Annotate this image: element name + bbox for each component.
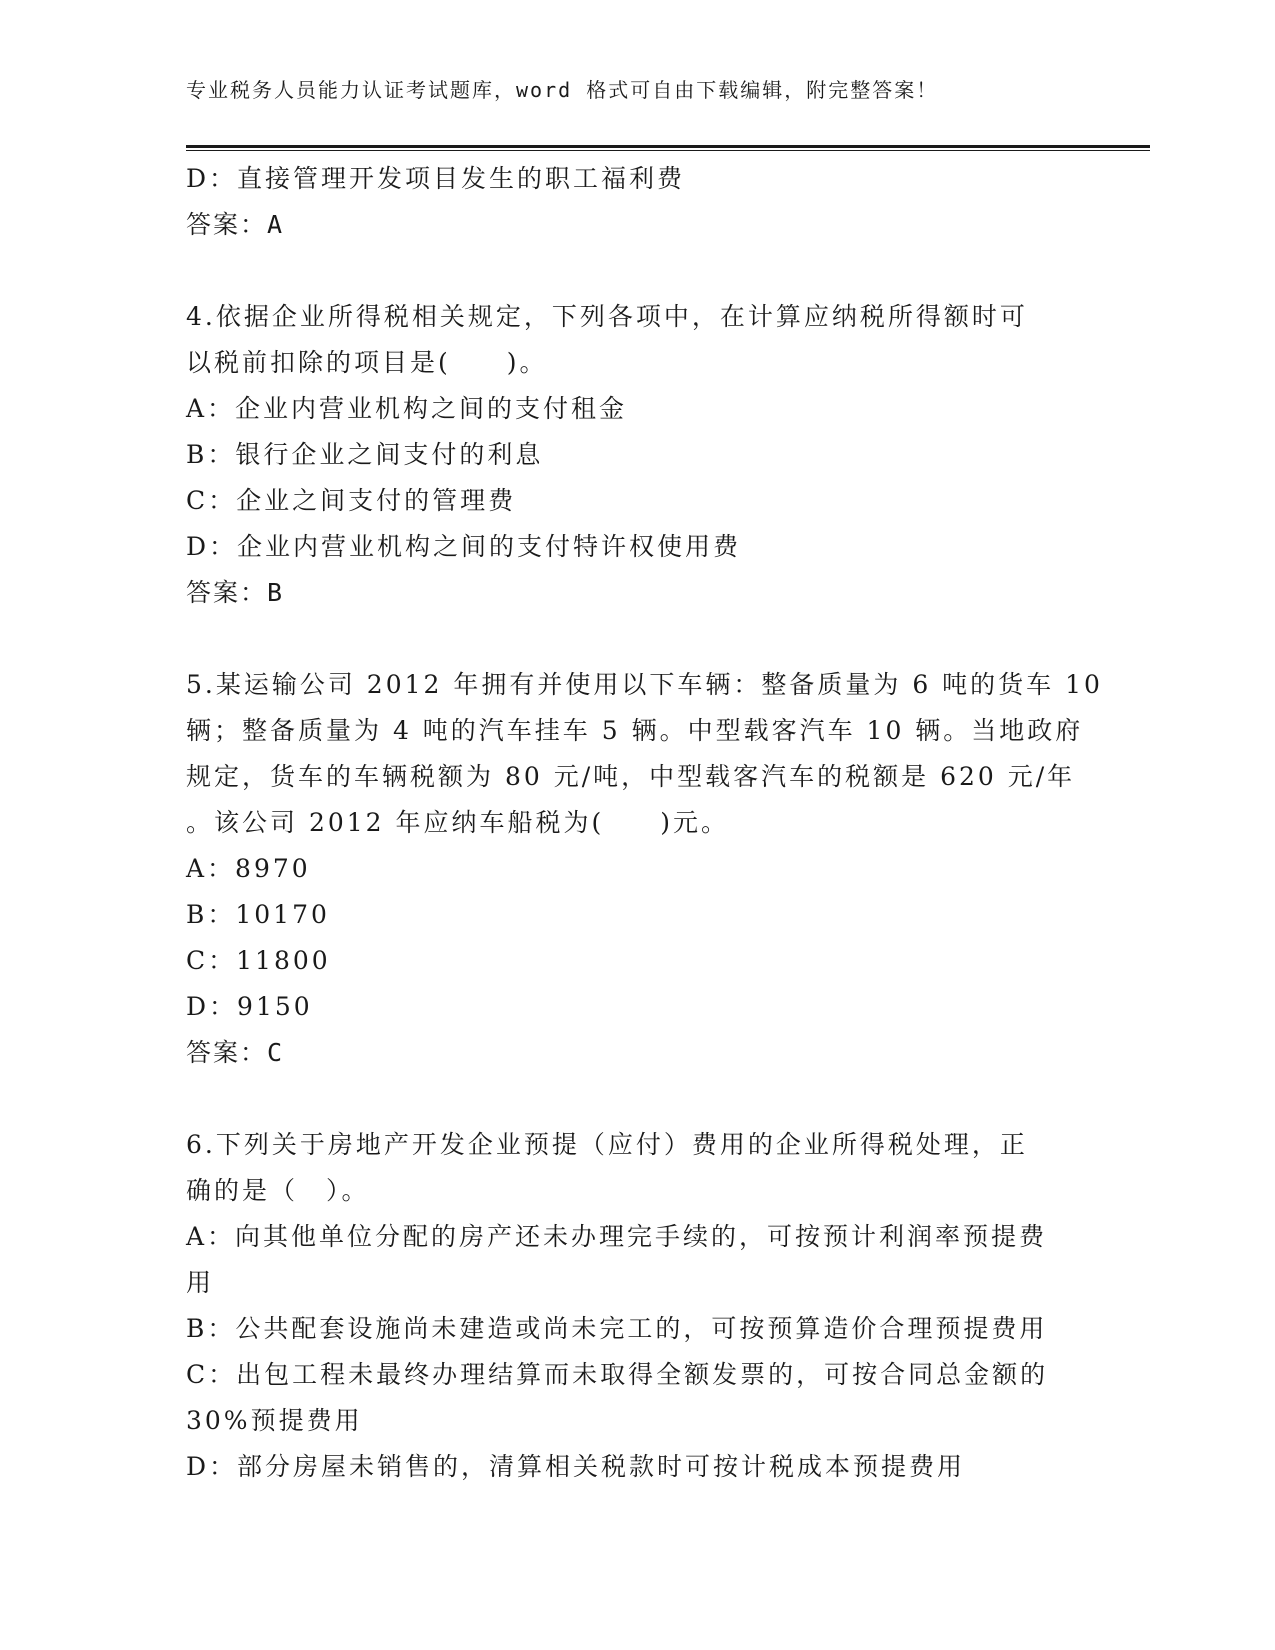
document-body: [186, 156, 1103, 1490]
q3-answer: 答案：A: [186, 210, 285, 239]
q3-option-d: D：直接管理开发项目发生的职工福利费: [186, 164, 686, 193]
q5-option-c: C：11800: [186, 946, 331, 975]
q6-option-a-line1: A：向其他单位分配的房产还未办理完手续的，可按预计利润率预提费: [186, 1222, 1048, 1251]
q6-option-a-line2: 用: [186, 1268, 215, 1297]
q6-option-c-line1: C：出包工程未最终办理结算而未取得全额发票的，可按合同总金额的: [186, 1360, 1049, 1389]
header-rule-thick: [186, 145, 1150, 148]
q5-option-b: B：10170: [186, 900, 330, 929]
q4-option-d: D：企业内营业机构之间的支付特许权使用费: [186, 532, 742, 561]
q6-stem-line1: 6.下列关于房地产开发企业预提（应付）费用的企业所得税处理，正: [186, 1130, 1028, 1159]
q4-option-b: B：银行企业之间支付的利息: [186, 440, 544, 469]
header-rule-thin: [186, 150, 1150, 151]
q4-option-a: A：企业内营业机构之间的支付租金: [186, 394, 628, 423]
q5-option-a: A：8970: [186, 854, 311, 883]
q6-option-d: D：部分房屋未销售的，清算相关税款时可按计税成本预提费用: [186, 1452, 966, 1481]
q5-stem-line4: 。该公司 2012 年应纳车船税为( )元。: [186, 808, 730, 837]
question-4: [186, 294, 1086, 616]
q6-stem-line2: 确的是（ ）。: [186, 1176, 370, 1205]
q5-stem-line3: 规定，货车的车辆税额为 80 元/吨，中型载客汽车的税额是 620 元/年: [186, 762, 1076, 791]
question-5: [186, 662, 1103, 1076]
q4-option-c: C：企业之间支付的管理费: [186, 486, 517, 515]
q5-stem-line1: 5.某运输公司 2012 年拥有并使用以下车辆：整备质量为 6 吨的货车 10: [186, 670, 1103, 699]
spacer: [186, 248, 1086, 294]
spacer: [186, 1076, 1086, 1122]
q6-option-c-line2: 30%预提费用: [186, 1406, 363, 1435]
spacer: [186, 616, 1086, 662]
q5-option-d: D：9150: [186, 992, 313, 1021]
q4-stem-line2: 以税前扣除的项目是( )。: [186, 348, 548, 377]
q6-option-b: B：公共配套设施尚未建造或尚未完工的，可按预算造价合理预提费用: [186, 1314, 1048, 1343]
q5-stem-line2: 辆；整备质量为 4 吨的汽车挂车 5 辆。中型载客汽车 10 辆。当地政府: [186, 716, 1084, 745]
q5-answer: 答案：C: [186, 1038, 285, 1067]
page-header: 专业税务人员能力认证考试题库，word 格式可自由下载编辑，附完整答案！: [186, 78, 939, 102]
q4-stem-line1: 4.依据企业所得税相关规定，下列各项中，在计算应纳税所得额时可: [186, 302, 1028, 331]
question-6: [186, 1122, 1086, 1490]
q4-answer: 答案：B: [186, 578, 285, 607]
